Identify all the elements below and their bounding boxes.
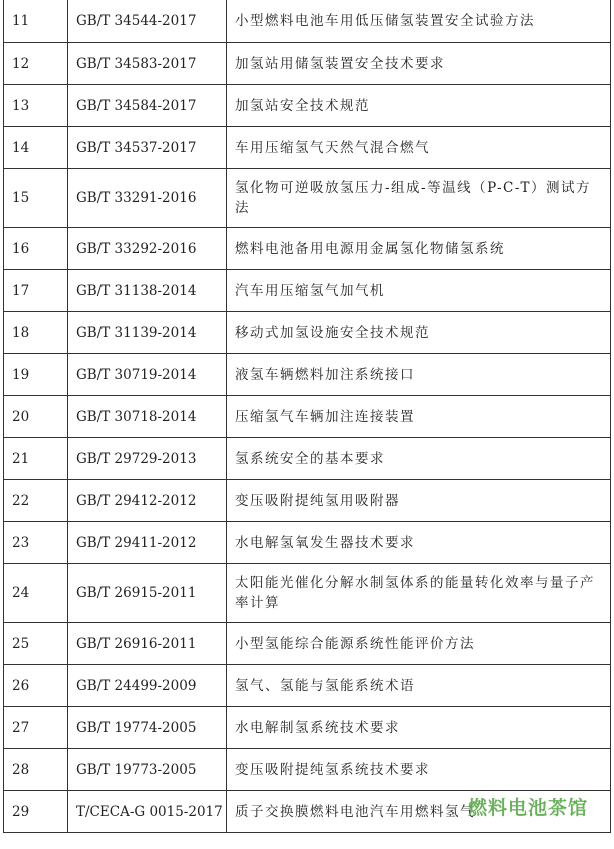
row-number: 14 bbox=[4, 127, 68, 169]
standard-code: GB/T 34584-2017 bbox=[68, 85, 227, 127]
standard-code: GB/T 19773-2005 bbox=[68, 749, 227, 791]
table-row bbox=[4, 480, 611, 522]
table-row bbox=[4, 85, 611, 127]
standard-code: GB/T 26916-2011 bbox=[68, 623, 227, 665]
standard-title: 水电解制氢系统技术要求 bbox=[227, 707, 611, 749]
row-number: 26 bbox=[4, 665, 68, 707]
standard-title: 水电解氢氧发生器技术要求 bbox=[227, 522, 611, 564]
row-number: 22 bbox=[4, 480, 68, 522]
table-row bbox=[4, 438, 611, 480]
standard-code: GB/T 31138-2014 bbox=[68, 270, 227, 312]
standard-title: 氢系统安全的基本要求 bbox=[227, 438, 611, 480]
standard-code: GB/T 29729-2013 bbox=[68, 438, 227, 480]
standard-title: 氢化物可逆吸放氢压力-组成-等温线（P-C-T）测试方法 bbox=[227, 169, 611, 228]
table-row bbox=[4, 169, 611, 228]
standards-table bbox=[3, 0, 611, 833]
standard-code: GB/T 24499-2009 bbox=[68, 665, 227, 707]
table-row bbox=[4, 43, 611, 85]
watermark-logo-text: 燃料电池茶馆 bbox=[467, 797, 588, 819]
standard-code: GB/T 34544-2017 bbox=[68, 0, 227, 43]
standard-code: GB/T 29412-2012 bbox=[68, 480, 227, 522]
row-number: 20 bbox=[4, 396, 68, 438]
standard-title: 加氢站用储氢装置安全技术要求 bbox=[227, 43, 611, 85]
standard-code: GB/T 19774-2005 bbox=[68, 707, 227, 749]
row-number: 23 bbox=[4, 522, 68, 564]
table-row bbox=[4, 665, 611, 707]
row-number: 28 bbox=[4, 749, 68, 791]
row-number: 29 bbox=[4, 791, 68, 833]
row-number: 19 bbox=[4, 354, 68, 396]
standard-title: 小型氢能综合能源系统性能评价方法 bbox=[227, 623, 611, 665]
table-row bbox=[4, 749, 611, 791]
standard-code: GB/T 33292-2016 bbox=[68, 228, 227, 270]
standard-title: 太阳能光催化分解水制氢体系的能量转化效率与量子产率计算 bbox=[227, 564, 611, 623]
row-number: 21 bbox=[4, 438, 68, 480]
standard-title: 小型燃料电池车用低压储氢装置安全试验方法 bbox=[227, 0, 611, 43]
table-row bbox=[4, 0, 611, 43]
table-row bbox=[4, 228, 611, 270]
standard-title: 变压吸附提纯氢系统技术要求 bbox=[227, 749, 611, 791]
table-row bbox=[4, 522, 611, 564]
standard-code: GB/T 31139-2014 bbox=[68, 312, 227, 354]
standard-code: GB/T 30719-2014 bbox=[68, 354, 227, 396]
table-row bbox=[4, 127, 611, 169]
standard-title: 加氢站安全技术规范 bbox=[227, 85, 611, 127]
table-row bbox=[4, 564, 611, 623]
table-row bbox=[4, 396, 611, 438]
table-row bbox=[4, 623, 611, 665]
row-number: 27 bbox=[4, 707, 68, 749]
standard-title: 移动式加氢设施安全技术规范 bbox=[227, 312, 611, 354]
standards-table-body bbox=[4, 0, 611, 833]
standard-title: 汽车用压缩氢气加气机 bbox=[227, 270, 611, 312]
table-row bbox=[4, 270, 611, 312]
standard-title: 压缩氢气车辆加注连接装置 bbox=[227, 396, 611, 438]
standard-title: 车用压缩氢气天然气混合燃气 bbox=[227, 127, 611, 169]
table-row bbox=[4, 354, 611, 396]
row-number: 12 bbox=[4, 43, 68, 85]
standard-code: GB/T 26915-2011 bbox=[68, 564, 227, 623]
standard-title: 液氢车辆燃料加注系统接口 bbox=[227, 354, 611, 396]
row-number: 25 bbox=[4, 623, 68, 665]
standard-code: GB/T 33291-2016 bbox=[68, 169, 227, 228]
row-number: 15 bbox=[4, 169, 68, 228]
table-row bbox=[4, 312, 611, 354]
row-number: 17 bbox=[4, 270, 68, 312]
standard-title: 质子交换膜燃料电池汽车用燃料氢气 bbox=[227, 791, 611, 833]
row-number: 11 bbox=[4, 0, 68, 43]
row-number: 16 bbox=[4, 228, 68, 270]
standard-code: GB/T 34583-2017 bbox=[68, 43, 227, 85]
row-number: 13 bbox=[4, 85, 68, 127]
row-number: 18 bbox=[4, 312, 68, 354]
standard-code: GB/T 29411-2012 bbox=[68, 522, 227, 564]
standard-title: 变压吸附提纯氢用吸附器 bbox=[227, 480, 611, 522]
standard-title: 燃料电池备用电源用金属氢化物储氢系统 bbox=[227, 228, 611, 270]
standard-code: GB/T 34537-2017 bbox=[68, 127, 227, 169]
standard-title: 氢气、氢能与氢能系统术语 bbox=[227, 665, 611, 707]
standard-code: T/CECA-G 0015-2017 bbox=[68, 791, 227, 833]
row-number: 24 bbox=[4, 564, 68, 623]
standard-code: GB/T 30718-2014 bbox=[68, 396, 227, 438]
table-row bbox=[4, 707, 611, 749]
